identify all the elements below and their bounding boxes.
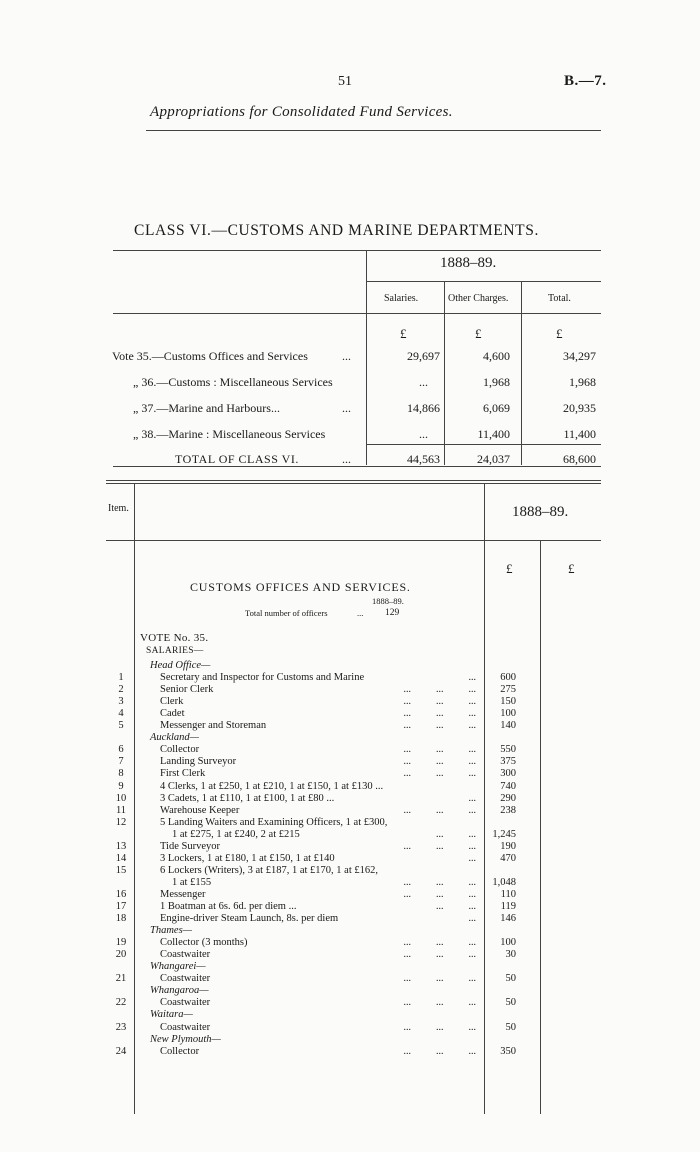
leader-dots: ... (468, 793, 476, 804)
item-number: 15 (115, 865, 127, 876)
vote-row-total: 20,935 (563, 401, 596, 415)
leader-dots: ... ... ... (403, 768, 476, 779)
line-item-description: Engine-driver Steam Launch, 8s. per diem (160, 913, 339, 924)
item-number: 6 (118, 744, 124, 755)
item-number: 8 (118, 768, 124, 779)
leader-dots: ... ... ... (403, 696, 476, 707)
line-item-amount: 600 (500, 672, 516, 683)
item-number: 22 (115, 997, 127, 1008)
vote-number-label: VOTE No. 35. (140, 632, 209, 644)
summary-bottom-rule (113, 466, 601, 467)
line-item-amount: 740 (500, 781, 516, 792)
line-item-amount: 238 (500, 805, 516, 816)
item-number: 3 (118, 696, 124, 707)
detail-top-rule (106, 480, 601, 481)
leader-dots: ... ... ... (403, 877, 476, 888)
officers-count: 129 (385, 608, 400, 618)
item-number: 10 (115, 793, 127, 804)
item-number: 2 (118, 684, 124, 695)
summary-year-heading: 1888–89. (440, 255, 497, 271)
col-total-heading: Total. (548, 293, 571, 304)
leader-dots: ... ... ... (403, 1022, 476, 1033)
summary-divider-3 (521, 282, 522, 465)
line-item-description: Collector (3 months) (160, 937, 248, 948)
officers-year: 1888–89. (372, 596, 404, 606)
class-title: CLASS VI.—CUSTOMS AND MARINE DEPARTMENTS. (134, 222, 539, 239)
leader-dots: ... ... ... (403, 684, 476, 695)
office-heading: Waitara— (150, 1009, 193, 1020)
item-number: 5 (118, 720, 124, 731)
class-total-dots: ... (342, 452, 351, 466)
col-other-heading: Other Charges. (448, 293, 509, 304)
line-item-description: Landing Surveyor (160, 756, 237, 767)
item-number: 4 (118, 708, 124, 719)
line-item-amount: 100 (500, 937, 516, 948)
item-number: 9 (118, 781, 124, 792)
line-item-amount: 350 (500, 1046, 516, 1057)
pound-sign-salaries: £ (400, 326, 407, 341)
class-total-total: 68,600 (563, 452, 596, 466)
line-item-description: Coastwaiter (160, 1022, 211, 1033)
line-item-amount: 1,048 (492, 877, 516, 888)
line-item-description: 1 Boatman at 6s. 6d. per diem ... (160, 901, 297, 912)
item-number: 21 (115, 973, 127, 984)
item-number: 14 (115, 853, 127, 864)
vote-row-other: 6,069 (483, 401, 510, 415)
line-item-description: Tide Surveyor (160, 841, 220, 852)
vote-row-other: 1,968 (483, 375, 510, 389)
leader-dots: ... ... ... (403, 841, 476, 852)
pound-sign-amount: £ (506, 561, 513, 576)
item-number: 24 (115, 1046, 127, 1057)
subtotal-column-divider (540, 540, 541, 1114)
line-item-amount: 50 (505, 997, 516, 1008)
line-item-description: 5 Landing Waiters and Examining Officers, 1 at £300, (160, 817, 388, 828)
line-item-amount: 150 (500, 696, 516, 707)
summary-total-rule (366, 444, 601, 445)
line-item-amount: 140 (500, 720, 516, 731)
line-item-description: Coastwaiter (160, 949, 211, 960)
line-item-amount: 275 (500, 684, 516, 695)
leader-dots: ... ... ... (403, 889, 476, 900)
pound-sign-total: £ (556, 326, 563, 341)
line-item-description: 1 at £155 (172, 877, 212, 888)
vote-row-dots: ... (342, 349, 351, 363)
line-item-description: 3 Lockers, 1 at £180, 1 at £150, 1 at £140 (160, 853, 335, 864)
vote-row-label: Vote 35.—Customs Offices and Services (112, 349, 308, 363)
line-item-amount: 1,245 (492, 829, 516, 840)
summary-header-rule (113, 313, 601, 314)
vote-row-label: „ 36.—Customs : Miscellaneous Services (133, 375, 333, 389)
vote-row-salaries: 29,697 (407, 349, 440, 363)
line-item-description: First Clerk (160, 768, 206, 779)
leader-dots: ... ... ... (403, 997, 476, 1008)
detail-year-heading: 1888–89. (512, 504, 569, 520)
officers-label: Total number of officers (245, 608, 328, 618)
leader-dots: ... ... (436, 829, 476, 840)
item-number: 13 (115, 841, 127, 852)
office-heading: Thames— (150, 925, 193, 936)
line-item-description: 6 Lockers (Writers), 3 at £187, 1 at £170, 1 at £162, (160, 865, 378, 876)
class-total-salaries: 44,563 (407, 452, 440, 466)
line-item-description: Senior Clerk (160, 684, 214, 695)
line-item-amount: 100 (500, 708, 516, 719)
leader-dots: ... ... ... (403, 708, 476, 719)
line-item-description: 1 at £275, 1 at £240, 2 at £215 (172, 829, 300, 840)
leader-dots: ... ... ... (403, 805, 476, 816)
line-item-amount: 50 (505, 973, 516, 984)
leader-dots: ... (468, 913, 476, 924)
leader-dots: ... ... ... (403, 937, 476, 948)
line-item-description: Clerk (160, 696, 184, 707)
detail-top-rule-double (106, 483, 601, 484)
item-number: 12 (115, 817, 127, 828)
item-number: 18 (115, 913, 127, 924)
line-item-amount: 146 (500, 913, 516, 924)
line-item-amount: 290 (500, 793, 516, 804)
line-item-description: Messenger (160, 889, 206, 900)
office-heading: Whangarei— (150, 961, 206, 972)
vote-row-total: 1,968 (569, 375, 596, 389)
office-heading: Auckland— (150, 732, 199, 743)
item-number: 23 (115, 1022, 127, 1033)
office-heading: Whangaroa— (150, 985, 209, 996)
line-item-amount: 470 (500, 853, 516, 864)
item-number: 19 (115, 937, 127, 948)
item-column-heading: Item. (108, 503, 129, 514)
pound-sign-subtotal: £ (568, 561, 575, 576)
leader-dots: ... ... ... (403, 973, 476, 984)
pound-sign-other: £ (475, 326, 482, 341)
vote-row-other: 4,600 (483, 349, 510, 363)
item-column-divider (134, 484, 135, 1114)
line-item-description: Warehouse Keeper (160, 805, 240, 816)
vote-row-salaries: ... (419, 427, 428, 441)
line-item-description: Cadet (160, 708, 185, 719)
line-item-description: Coastwaiter (160, 997, 211, 1008)
item-number: 1 (118, 672, 124, 683)
officers-dots: ... (357, 608, 364, 618)
leader-dots: ... ... (436, 901, 476, 912)
vote-row-salaries: 14,866 (407, 401, 440, 415)
section-title: CUSTOMS OFFICES AND SERVICES. (190, 580, 411, 594)
item-number: 17 (115, 901, 127, 912)
item-number: 20 (115, 949, 127, 960)
line-item-description: Collector (160, 1046, 200, 1057)
salaries-label: SALARIES— (146, 646, 204, 656)
page-subtitle: Appropriations for Consolidated Fund Services. (150, 104, 453, 120)
line-item-amount: 119 (500, 901, 516, 912)
leader-dots: ... ... ... (403, 1046, 476, 1057)
line-item-description: Messenger and Storeman (160, 720, 267, 731)
summary-year-rule (366, 281, 601, 282)
col-salaries-heading: Salaries. (384, 293, 419, 304)
leader-dots: ... ... ... (403, 744, 476, 755)
office-heading: New Plymouth— (150, 1034, 221, 1045)
vote-row-salaries: ... (419, 375, 428, 389)
header-rule (146, 130, 601, 131)
line-item-description: Coastwaiter (160, 973, 211, 984)
line-item-description: Collector (160, 744, 200, 755)
line-item-description: 4 Clerks, 1 at £250, 1 at £210, 1 at £150, 1 at £130 ... (160, 781, 384, 792)
vote-row-label: „ 37.—Marine and Harbours... (133, 401, 280, 415)
vote-row-total: 34,297 (563, 349, 596, 363)
leader-dots: ... (468, 672, 476, 683)
leader-dots: ... ... ... (403, 756, 476, 767)
line-item-amount: 110 (500, 889, 516, 900)
page-number: 51 (338, 74, 352, 89)
line-item-amount: 30 (505, 949, 516, 960)
detail-header-rule (106, 540, 601, 541)
office-heading: Head Office— (150, 660, 211, 671)
line-item-amount: 50 (505, 1022, 516, 1033)
document-reference: B.—7. (564, 73, 607, 89)
vote-row-total: 11,400 (563, 427, 596, 441)
summary-top-rule (113, 250, 601, 251)
line-item-description: 3 Cadets, 1 at £110, 1 at £100, 1 at £80 ... (160, 793, 335, 804)
class-total-label: TOTAL OF CLASS VI. (175, 452, 299, 466)
item-number: 16 (115, 889, 127, 900)
item-number: 7 (118, 756, 124, 767)
vote-row-dots: ... (342, 401, 351, 415)
line-item-amount: 190 (500, 841, 516, 852)
line-item-amount: 550 (500, 744, 516, 755)
vote-row-label: „ 38.—Marine : Miscellaneous Services (133, 427, 326, 441)
line-item-amount: 300 (500, 768, 516, 779)
item-number: 11 (115, 805, 127, 816)
leader-dots: ... ... ... (403, 949, 476, 960)
line-item-amount: 375 (500, 756, 516, 767)
class-total-other: 24,037 (477, 452, 510, 466)
vote-row-other: 11,400 (477, 427, 510, 441)
leader-dots: ... (468, 853, 476, 864)
leader-dots: ... ... ... (403, 720, 476, 731)
line-item-description: Secretary and Inspector for Customs and Marine (160, 672, 365, 683)
